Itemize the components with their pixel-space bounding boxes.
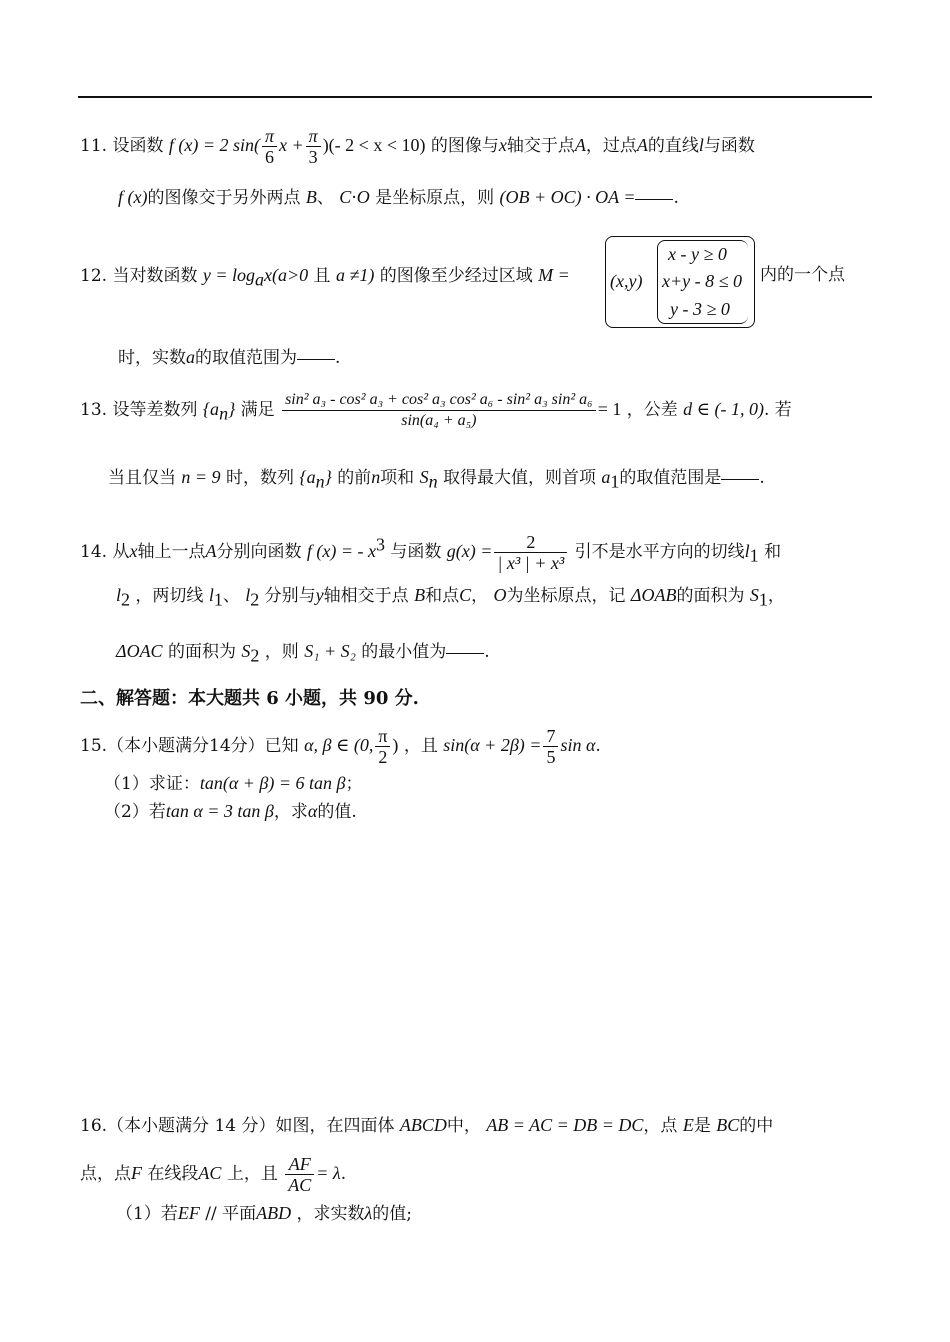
q11-line2: f (x)的图像交于另外两点 B、 C·O 是坐标原点，则 (OB + OC) · OA = .: [118, 187, 679, 208]
q12-line2: 时，实数a的取值范围为 .: [118, 347, 341, 368]
q16-line2: 点，点F 在线段AC 上，且 $\frac{AF}{AC}$ = λ.: [80, 1154, 347, 1195]
q14-S2: S: [241, 641, 251, 661]
q14-l2: l: [116, 585, 122, 605]
q14-line1: 14. 从x轴上一点A分别向函数 f (x) = - $x^3$ 与函数 g(x) = $\frac{2}{\text{| x³ | + x³}}$ 引不是水平方向的切线$l_1$ 和: [80, 532, 782, 573]
q13-an-2: {a: [299, 467, 316, 487]
q11-pi-2: π: [306, 126, 321, 147]
q14-l1b: l: [208, 585, 214, 605]
q14-l2b-sub: 2: [250, 589, 260, 610]
q11-line1: 11. 设函数 f (x) = 2 sin( $\frac{\pi}{6}$ x + $\frac{\pi}{3}$ )(- 2 < x < 10) 的图像与x轴交于点A，过点A的直线l与函数: [80, 126, 755, 167]
header-rule: [78, 96, 872, 98]
q13-an-sub-2: n: [315, 471, 325, 492]
q12-cond3: y - 3 ≥ 0: [670, 299, 730, 319]
q12-line1: 12. 当对数函数 $y = \log_ax(a>0$ 且 a ≠1) 的图像至少经过区域 M =: [80, 265, 570, 290]
q13-line2: 当且仅当 n = 9 时，数列 $\{a_n\}$ 的前n项和 $S_n$ 取得最大值，则首项 $a_1$的取值范围是 .: [108, 467, 765, 492]
q12-cond1: x - y ≥ 0: [668, 244, 727, 264]
q15-part2: （2）若tan α = 3 tan β，求α的值.: [104, 801, 357, 822]
q16-AC-den: AC: [288, 1175, 312, 1195]
q12-xy: (x,y): [610, 271, 643, 291]
q11-A-2: A: [636, 135, 648, 155]
q14-l1b-sub: 1: [213, 589, 223, 610]
q12-line1-end: 内的一个点: [760, 265, 845, 285]
q16-part1: （1）若EF // 平面ABD ，求实数λ的值;: [116, 1203, 413, 1224]
q12-cond2: x+y - 8 ≤ 0: [662, 271, 742, 291]
q15-part1: （1）求证：tan(α + β) = 6 tan β；: [104, 773, 363, 794]
q15-line1: 15.（本小题满分14分）已知 α, β ∈ (0, $\frac{\pi}{2}$ ) ，且 sin(α + 2β) = $\frac{7}{5}$ sin α.: [80, 726, 601, 767]
q13-an-close-2: }: [324, 467, 332, 487]
section-heading: 二、解答题：本大题共 6 小题，共 90 分.: [80, 688, 419, 709]
q13-line1: 13. 设等差数列 $\{a_n\}$ 满足 $\frac{\text{sin² a₃ - cos² a₃ + cos² a₃ cos² a₆ - sin² a₃ sin² a₆}}{\text{sin(a₄ + a₅)}}$ = 1 ，公差 d ∈ (- 1, 0). 若: [80, 391, 792, 429]
q14-line3: ΔOAC 的面积为 $S_2$ ，则 S₁ + S₂ 的最小值为 .: [116, 641, 490, 666]
q16-line1: 16.（本小题满分 14 分）如图，在四面体 ABCD中， AB = AC = DB = DC，点 E是 BC的中: [80, 1115, 774, 1136]
q14-l2b: l: [245, 585, 251, 605]
q14-line2: $l_2$ ，两切线 $l_1$、 $l_2$ 分别与y轴相交于点 B和点C， O为坐标原点，记 ΔOAB的面积为 $S_1$，: [116, 585, 785, 610]
